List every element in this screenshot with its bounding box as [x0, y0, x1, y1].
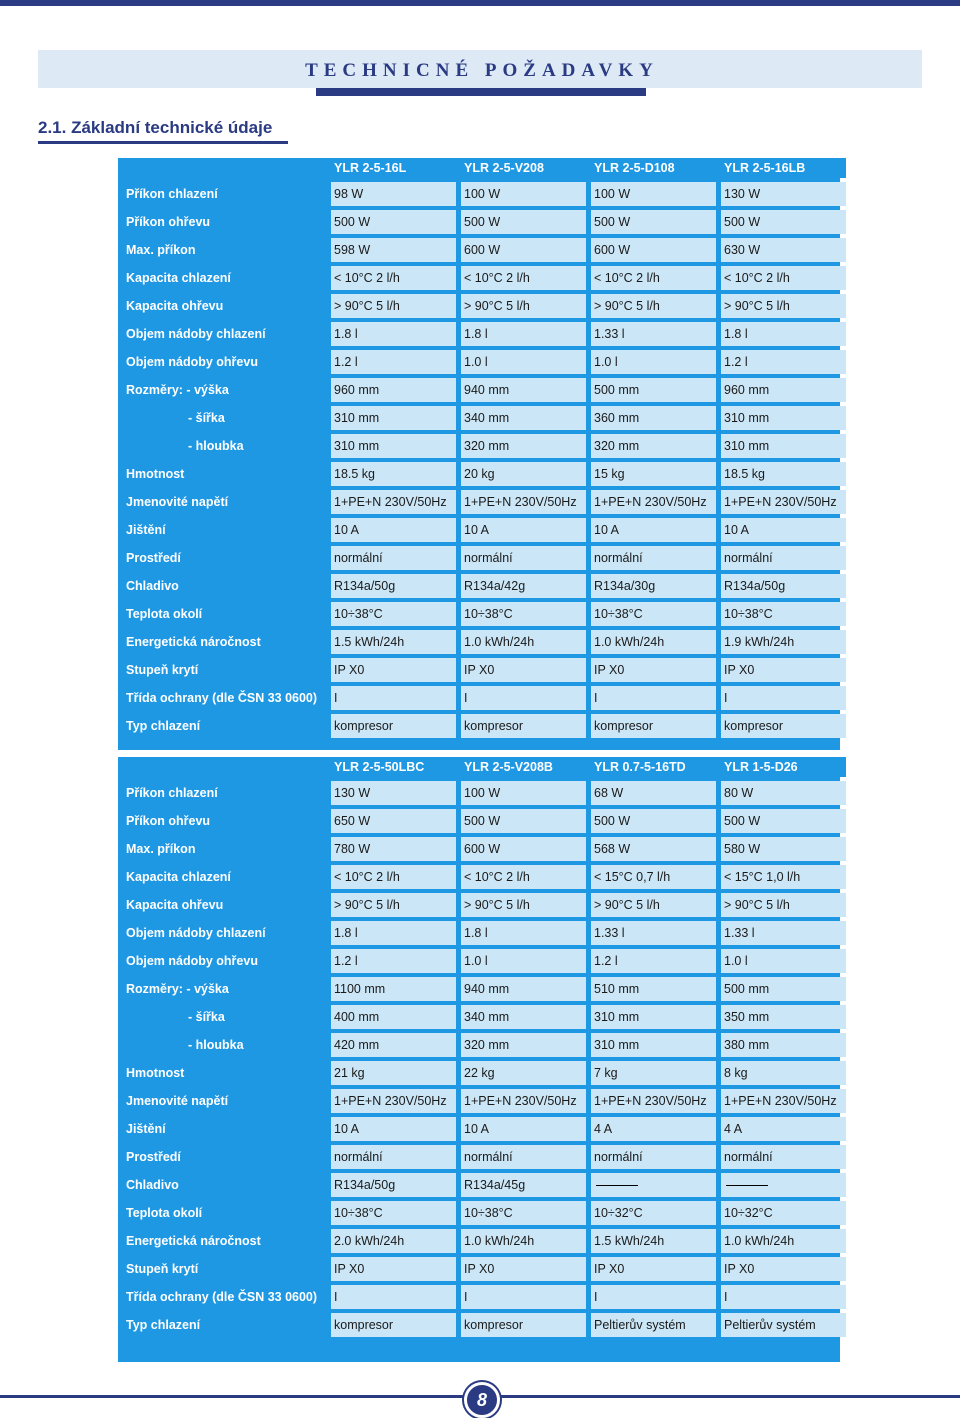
row-label: Max. příkon	[123, 837, 326, 861]
table-row	[123, 893, 846, 917]
cell-value: R134a/45g	[461, 1173, 586, 1197]
cell-value: 650 W	[331, 809, 456, 833]
row-label: Příkon chlazení	[123, 182, 326, 206]
cell-value: 1.0 kWh/24h	[461, 630, 586, 654]
row-label: Jištění	[123, 1117, 326, 1141]
table-row	[123, 378, 846, 402]
cell-value: 630 W	[721, 238, 846, 262]
cell-value: 21 kg	[331, 1061, 456, 1085]
row-label: Jištění	[123, 518, 326, 542]
cell-value: I	[461, 1285, 586, 1309]
title-underline	[316, 88, 646, 96]
cell-value: normální	[721, 1145, 846, 1169]
table-row	[123, 1089, 846, 1113]
cell-value: kompresor	[331, 1313, 456, 1337]
cell-value: IP X0	[461, 1257, 586, 1281]
row-label: Prostředí	[123, 1145, 326, 1169]
cell-value: 1.0 kWh/24h	[461, 1229, 586, 1253]
cell-value: 400 mm	[331, 1005, 456, 1029]
row-label: Objem nádoby ohřevu	[123, 949, 326, 973]
cell-value: 1.8 l	[461, 322, 586, 346]
cell-value: 1.2 l	[721, 350, 846, 374]
cell-value: normální	[461, 1145, 586, 1169]
cell-value: 1+PE+N 230V/50Hz	[461, 1089, 586, 1113]
cell-value: < 10°C 2 l/h	[461, 865, 586, 889]
row-label: Kapacita ohřevu	[123, 294, 326, 318]
cell-value: < 10°C 2 l/h	[331, 266, 456, 290]
table-row	[123, 949, 846, 973]
table-row	[123, 1173, 846, 1197]
cell-value: 510 mm	[591, 977, 716, 1001]
model-header-row	[123, 757, 846, 777]
cell-value: 340 mm	[461, 1005, 586, 1029]
cell-value: 310 mm	[331, 434, 456, 458]
row-label: Objem nádoby chlazení	[123, 322, 326, 346]
cell-value: Peltierův systém	[591, 1313, 716, 1337]
cell-value: I	[591, 686, 716, 710]
cell-value: > 90°C 5 l/h	[591, 893, 716, 917]
cell-value: IP X0	[721, 658, 846, 682]
table-row	[123, 921, 846, 945]
cell-value: 80 W	[721, 781, 846, 805]
cell-value: IP X0	[331, 658, 456, 682]
model-name: YLR 0.7-5-16TD	[591, 757, 716, 777]
cell-value: 10 A	[461, 1117, 586, 1141]
table-row	[123, 1145, 846, 1169]
cell-value: 10 A	[721, 518, 846, 542]
cell-value: 940 mm	[461, 378, 586, 402]
cell-value: 598 W	[331, 238, 456, 262]
row-label: Hmotnost	[123, 1061, 326, 1085]
row-label: Příkon ohřevu	[123, 210, 326, 234]
row-label: Rozměry: - výška	[123, 378, 326, 402]
cell-value: I	[331, 686, 456, 710]
top-rule	[0, 0, 960, 6]
cell-value: 310 mm	[591, 1005, 716, 1029]
cell-value: 130 W	[721, 182, 846, 206]
cell-value: normální	[461, 546, 586, 570]
cell-value: 18.5 kg	[721, 462, 846, 486]
cell-value: 310 mm	[721, 434, 846, 458]
row-label: Stupeň krytí	[123, 658, 326, 682]
cell-value: > 90°C 5 l/h	[331, 893, 456, 917]
cell-value: 1.0 l	[461, 350, 586, 374]
header-corner	[123, 757, 326, 777]
table-row	[123, 714, 846, 738]
cell-value: I	[591, 1285, 716, 1309]
cell-value: < 10°C 2 l/h	[591, 266, 716, 290]
cell-value: < 10°C 2 l/h	[331, 865, 456, 889]
cell-value: 1.8 l	[331, 322, 456, 346]
model-name: YLR 2-5-V208B	[461, 757, 586, 777]
row-label: Energetická náročnost	[123, 1229, 326, 1253]
dash-line	[726, 1185, 768, 1186]
cell-value: 500 W	[461, 210, 586, 234]
cell-value: 1.33 l	[591, 921, 716, 945]
cell-value: 500 W	[591, 809, 716, 833]
cell-value: 1+PE+N 230V/50Hz	[591, 490, 716, 514]
row-label: Třída ochrany (dle ČSN 33 0600)	[123, 1285, 326, 1309]
cell-value: kompresor	[591, 714, 716, 738]
row-label: Kapacita chlazení	[123, 865, 326, 889]
cell-value: I	[461, 686, 586, 710]
table-row	[123, 630, 846, 654]
table-row	[123, 322, 846, 346]
cell-value: 380 mm	[721, 1033, 846, 1057]
cell-value: IP X0	[331, 1257, 456, 1281]
cell-value: 1+PE+N 230V/50Hz	[331, 490, 456, 514]
cell-value: 1+PE+N 230V/50Hz	[721, 490, 846, 514]
cell-value: 7 kg	[591, 1061, 716, 1085]
table-row	[123, 977, 846, 1001]
cell-value: 18.5 kg	[331, 462, 456, 486]
cell-value: 350 mm	[721, 1005, 846, 1029]
cell-value: IP X0	[591, 1257, 716, 1281]
cell-value: 10 A	[591, 518, 716, 542]
row-label: - hloubka	[123, 1033, 326, 1057]
cell-value: 568 W	[591, 837, 716, 861]
table-row	[123, 266, 846, 290]
row-label: Kapacita ohřevu	[123, 893, 326, 917]
table-row	[123, 434, 846, 458]
cell-value: 130 W	[331, 781, 456, 805]
cell-value: 500 W	[331, 210, 456, 234]
section-heading: 2.1. Základní technické údaje	[38, 118, 273, 137]
table-row	[123, 294, 846, 318]
cell-value: 100 W	[461, 182, 586, 206]
cell-value	[721, 1173, 846, 1197]
cell-value: 320 mm	[591, 434, 716, 458]
cell-value: 500 W	[461, 809, 586, 833]
row-label: Jmenovité napětí	[123, 490, 326, 514]
cell-value: kompresor	[721, 714, 846, 738]
table-row	[123, 1313, 846, 1337]
cell-value: < 10°C 2 l/h	[461, 266, 586, 290]
model-name: YLR 2-5-D108	[591, 158, 716, 178]
cell-value: 10÷38°C	[721, 602, 846, 626]
cell-value: 500 W	[721, 210, 846, 234]
cell-value: 1.8 l	[331, 921, 456, 945]
cell-value: normální	[721, 546, 846, 570]
cell-value: > 90°C 5 l/h	[461, 294, 586, 318]
table-row	[123, 837, 846, 861]
row-label: Kapacita chlazení	[123, 266, 326, 290]
cell-value: 1+PE+N 230V/50Hz	[591, 1089, 716, 1113]
cell-value: normální	[591, 546, 716, 570]
cell-value: 20 kg	[461, 462, 586, 486]
cell-value: 600 W	[591, 238, 716, 262]
cell-value: 1.0 kWh/24h	[591, 630, 716, 654]
cell-value: 22 kg	[461, 1061, 586, 1085]
cell-value: 68 W	[591, 781, 716, 805]
cell-value: 1.2 l	[591, 949, 716, 973]
cell-value: 1.0 l	[461, 949, 586, 973]
table-row	[123, 602, 846, 626]
cell-value: 960 mm	[331, 378, 456, 402]
cell-value: R134a/30g	[591, 574, 716, 598]
cell-value: 1.9 kWh/24h	[721, 630, 846, 654]
table-row	[123, 518, 846, 542]
cell-value: > 90°C 5 l/h	[721, 294, 846, 318]
cell-value: 1+PE+N 230V/50Hz	[721, 1089, 846, 1113]
table-row	[123, 1005, 846, 1029]
cell-value: 10÷38°C	[331, 1201, 456, 1225]
table-row	[123, 781, 846, 805]
table-row	[123, 1033, 846, 1057]
cell-value: 100 W	[591, 182, 716, 206]
cell-value: 310 mm	[721, 406, 846, 430]
cell-value: 10 A	[331, 518, 456, 542]
row-label: Objem nádoby chlazení	[123, 921, 326, 945]
cell-value: 1.33 l	[721, 921, 846, 945]
cell-value: kompresor	[461, 1313, 586, 1337]
row-label: Jmenovité napětí	[123, 1089, 326, 1113]
row-label: - šířka	[123, 1005, 326, 1029]
table-row	[123, 1257, 846, 1281]
cell-value: 500 W	[591, 210, 716, 234]
cell-value: kompresor	[461, 714, 586, 738]
row-label: Rozměry: - výška	[123, 977, 326, 1001]
cell-value: 420 mm	[331, 1033, 456, 1057]
cell-value: 10÷38°C	[591, 602, 716, 626]
row-label: Teplota okolí	[123, 602, 326, 626]
row-label: Objem nádoby ohřevu	[123, 350, 326, 374]
row-label: Energetická náročnost	[123, 630, 326, 654]
cell-value: 1.33 l	[591, 322, 716, 346]
cell-value: 580 W	[721, 837, 846, 861]
model-name: YLR 2-5-50LBC	[331, 757, 456, 777]
cell-value: 4 A	[591, 1117, 716, 1141]
row-label: Prostředí	[123, 546, 326, 570]
row-label: - šířka	[123, 406, 326, 430]
table-row	[123, 182, 846, 206]
table-row	[123, 1117, 846, 1141]
cell-value: IP X0	[591, 658, 716, 682]
row-label: Hmotnost	[123, 462, 326, 486]
cell-value: 1.0 kWh/24h	[721, 1229, 846, 1253]
table-row	[123, 1229, 846, 1253]
cell-value: 10 A	[331, 1117, 456, 1141]
model-name: YLR 2-5-V208	[461, 158, 586, 178]
cell-value: 320 mm	[461, 434, 586, 458]
cell-value: R134a/50g	[331, 1173, 456, 1197]
cell-value: IP X0	[461, 658, 586, 682]
cell-value: 1.5 kWh/24h	[331, 630, 456, 654]
model-name: YLR 2-5-16L	[331, 158, 456, 178]
table-row	[123, 1061, 846, 1085]
table-row	[123, 350, 846, 374]
cell-value: 500 W	[721, 809, 846, 833]
table-row	[123, 865, 846, 889]
model-header-row	[123, 158, 846, 178]
cell-value: 500 mm	[721, 977, 846, 1001]
cell-value: 1.0 l	[591, 350, 716, 374]
cell-value: 10 A	[461, 518, 586, 542]
table-row	[123, 1285, 846, 1309]
cell-value: > 90°C 5 l/h	[461, 893, 586, 917]
cell-value: 780 W	[331, 837, 456, 861]
cell-value: 1100 mm	[331, 977, 456, 1001]
model-name: YLR 1-5-D26	[721, 757, 846, 777]
cell-value: 10÷38°C	[461, 602, 586, 626]
table-row	[123, 490, 846, 514]
row-label: - hloubka	[123, 434, 326, 458]
cell-value: 1+PE+N 230V/50Hz	[331, 1089, 456, 1113]
model-name: YLR 2-5-16LB	[721, 158, 846, 178]
table-row	[123, 574, 846, 598]
cell-value: 1.0 l	[721, 949, 846, 973]
cell-value: normální	[591, 1145, 716, 1169]
cell-value: 310 mm	[331, 406, 456, 430]
cell-value: > 90°C 5 l/h	[721, 893, 846, 917]
cell-value: 10÷38°C	[461, 1201, 586, 1225]
cell-value: R134a/50g	[331, 574, 456, 598]
cell-value: 940 mm	[461, 977, 586, 1001]
table-row	[123, 1201, 846, 1225]
dash-line	[596, 1185, 638, 1186]
cell-value: < 15°C 0,7 l/h	[591, 865, 716, 889]
cell-value: 1.5 kWh/24h	[591, 1229, 716, 1253]
row-label: Příkon chlazení	[123, 781, 326, 805]
cell-value: 1.8 l	[721, 322, 846, 346]
section-underline	[38, 141, 288, 144]
cell-value: 10÷32°C	[721, 1201, 846, 1225]
row-label: Max. příkon	[123, 238, 326, 262]
cell-value: 100 W	[461, 781, 586, 805]
table-row	[123, 546, 846, 570]
cell-value: 320 mm	[461, 1033, 586, 1057]
row-label: Chladivo	[123, 1173, 326, 1197]
cell-value: 10÷32°C	[591, 1201, 716, 1225]
cell-value: 10÷38°C	[331, 602, 456, 626]
cell-value: 310 mm	[591, 1033, 716, 1057]
cell-value: 960 mm	[721, 378, 846, 402]
row-label: Třída ochrany (dle ČSN 33 0600)	[123, 686, 326, 710]
cell-value: I	[721, 686, 846, 710]
row-label: Chladivo	[123, 574, 326, 598]
cell-value: 15 kg	[591, 462, 716, 486]
cell-value: 340 mm	[461, 406, 586, 430]
cell-value: R134a/42g	[461, 574, 586, 598]
cell-value: 2.0 kWh/24h	[331, 1229, 456, 1253]
cell-value: > 90°C 5 l/h	[591, 294, 716, 318]
cell-value: 1.2 l	[331, 949, 456, 973]
cell-value: Peltierův systém	[721, 1313, 846, 1337]
table-row	[123, 686, 846, 710]
table-row	[123, 809, 846, 833]
table-row	[123, 658, 846, 682]
cell-value: 8 kg	[721, 1061, 846, 1085]
row-label: Příkon ohřevu	[123, 809, 326, 833]
page-number: 8	[464, 1382, 500, 1418]
spec-table-1	[118, 154, 851, 742]
cell-value: 600 W	[461, 837, 586, 861]
cell-value: 4 A	[721, 1117, 846, 1141]
cell-value: 1.2 l	[331, 350, 456, 374]
cell-value: > 90°C 5 l/h	[331, 294, 456, 318]
table-row	[123, 238, 846, 262]
cell-value: normální	[331, 546, 456, 570]
cell-value: < 10°C 2 l/h	[721, 266, 846, 290]
row-label: Teplota okolí	[123, 1201, 326, 1225]
row-label: Typ chlazení	[123, 714, 326, 738]
row-label: Typ chlazení	[123, 1313, 326, 1337]
cell-value: normální	[331, 1145, 456, 1169]
cell-value: 98 W	[331, 182, 456, 206]
spec-table-2	[118, 753, 851, 1341]
cell-value: kompresor	[331, 714, 456, 738]
cell-value: 1+PE+N 230V/50Hz	[461, 490, 586, 514]
cell-value: IP X0	[721, 1257, 846, 1281]
table-row	[123, 406, 846, 430]
row-label: Stupeň krytí	[123, 1257, 326, 1281]
page-title: TECHNICNÉ POŽADAVKY	[305, 60, 659, 81]
cell-value: I	[721, 1285, 846, 1309]
cell-value: 500 mm	[591, 378, 716, 402]
header-corner	[123, 158, 326, 178]
cell-value: 600 W	[461, 238, 586, 262]
cell-value: < 15°C 1,0 l/h	[721, 865, 846, 889]
table-row	[123, 210, 846, 234]
cell-value: 1.8 l	[461, 921, 586, 945]
table-row	[123, 462, 846, 486]
cell-value: 360 mm	[591, 406, 716, 430]
cell-value: R134a/50g	[721, 574, 846, 598]
cell-value: I	[331, 1285, 456, 1309]
cell-value	[591, 1173, 716, 1197]
